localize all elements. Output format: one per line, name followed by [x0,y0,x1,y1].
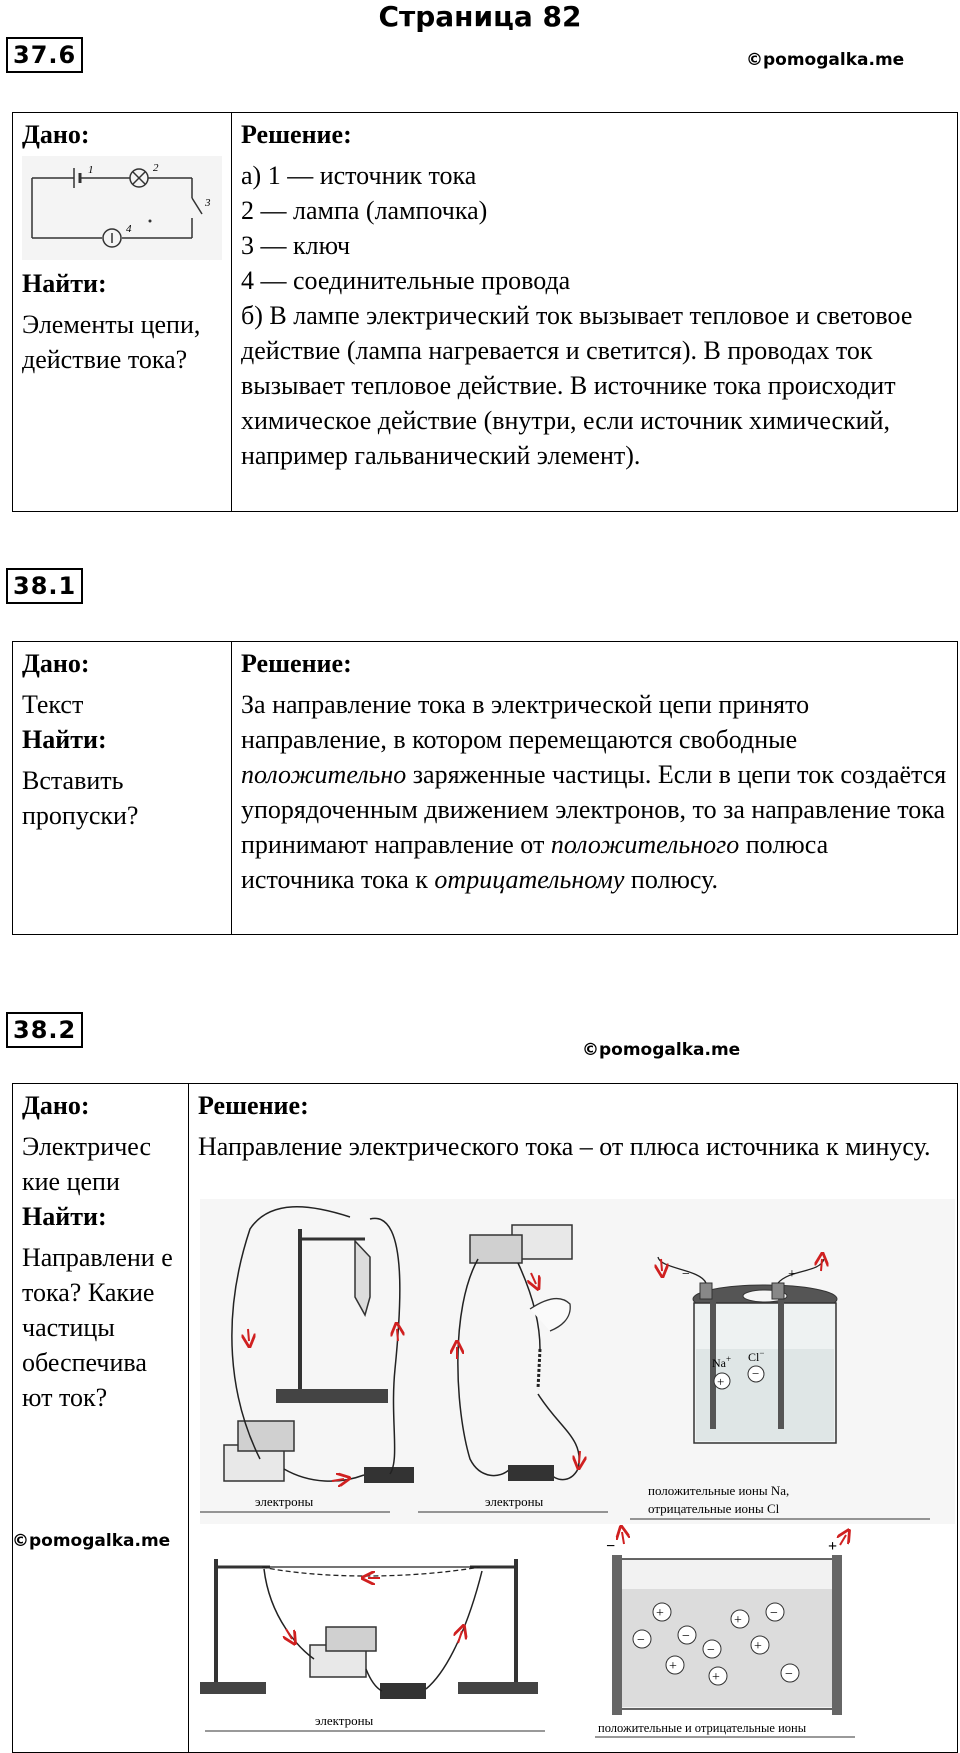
solution-line: 3 — ключ [241,231,351,260]
text-run: заряженные частицы. Если в цепи ток создаётся упорядоченным движением электронов, то за направление тока принимают направление от [241,760,947,859]
ion-label-na: Na+ [712,1354,732,1370]
watermark: ©pomogalka.me [582,1040,741,1060]
task-number: 38.2 [6,1012,83,1048]
watermark: ©pomogalka.me [746,50,905,70]
ion-label-cl: Cl− [748,1348,765,1364]
given-cell [13,1084,189,1753]
key-icon [380,1683,426,1699]
svg-text:+: + [754,1639,762,1654]
minus-sign: − [606,1538,616,1555]
circuit-label-2: 2 [153,162,159,174]
find-text: Направлени е тока? Какие частицы обеспечива ют ток? [22,1243,173,1412]
watermark: ©pomogalka.me [12,1531,171,1551]
given-text: Электричес кие цепи [22,1132,152,1196]
svg-text:+: + [712,1670,720,1685]
figure-tank-ions [595,1532,855,1737]
solution-label: Решение: [241,649,352,678]
task-number: 38.1 [6,568,83,604]
electrode-left [612,1555,622,1715]
minus-sign: − [682,1267,690,1282]
text-run: полюса источника тока к [241,830,829,894]
electrode-right [832,1555,842,1715]
svg-text:−: − [682,1629,690,1644]
task-number: 37.6 [6,37,83,73]
key-icon [364,1467,414,1483]
svg-text:−: − [770,1606,778,1621]
italic-term: положительно [241,760,407,789]
solution-cell [232,642,958,935]
figure-caption: электроны [315,1713,374,1728]
circuit-label-4: 4 [126,223,132,235]
solution-text [241,687,948,897]
solution-line: б) В лампе электрический ток вызывает тепловое и световое действие (лампа нагревается и светится). В проводах ток вызывает тепловое действие. В источнике тока происходит химическое действие (внутри, если источник химический, например гальванический элемент). [241,301,913,470]
italic-term: положительного [550,830,740,859]
given-cell [13,642,232,935]
svg-text:−: − [785,1667,793,1682]
figure-caption: отрицательные ионы Cl [648,1501,780,1516]
svg-text:+: + [734,1613,742,1628]
find-text: Вставить пропуски? [22,766,139,830]
given-text: Текст [22,690,84,719]
find-text: Элементы цепи, действие тока? [22,310,201,374]
key-icon [508,1465,554,1481]
task-table [12,112,958,512]
solution-text: Направление электрического тока – от плюса источника к минусу. [198,1132,931,1161]
find-label: Найти: [22,269,107,298]
circuit-label-1: 1 [88,164,94,176]
page-title: Страница 82 [378,0,582,33]
figure-wire-electrons [200,1559,545,1731]
solution-line: 4 — соединительные провода [241,266,571,295]
find-label: Найти: [22,1202,107,1231]
switch-symbol [192,198,202,214]
given-label: Дано: [22,120,90,149]
given-label: Дано: [22,1091,90,1120]
plus-sign: + [788,1267,796,1282]
task-table [12,641,958,935]
plus-sign: + [828,1538,838,1555]
find-label: Найти: [22,725,107,754]
svg-text:+: + [669,1659,677,1674]
ion-sign: − [752,1366,760,1381]
solution-line: 2 — лампа (лампочка) [241,196,488,225]
svg-text:−: − [707,1643,715,1658]
figures-background [200,1199,955,1524]
figure-caption: положительные ионы Na, [648,1483,790,1498]
given-cell [13,113,232,512]
text-run: полюсу. [624,865,718,894]
italic-term: отрицательному [434,865,625,894]
circuit-label-3: 3 [205,197,211,209]
solution-label: Решение: [241,120,352,149]
figure-caption: электроны [485,1494,544,1509]
electrode-right [778,1299,784,1429]
figure-caption: электроны [255,1494,314,1509]
given-label: Дано: [22,649,90,678]
solution-label: Решение: [198,1091,309,1120]
solution-cell [232,113,958,512]
figure-caption: положительные и отрицательные ионы [598,1721,807,1735]
solution-line: а) 1 — источник тока [241,161,477,190]
text-run: За направление тока в электрической цепи принято направление, в котором перемещаются свободные [241,690,810,754]
svg-text:−: − [637,1633,645,1648]
ion-sign: + [717,1374,725,1389]
circuit-figures [200,1199,955,1745]
svg-text:+: + [656,1606,664,1621]
circuit-diagram [22,156,222,260]
